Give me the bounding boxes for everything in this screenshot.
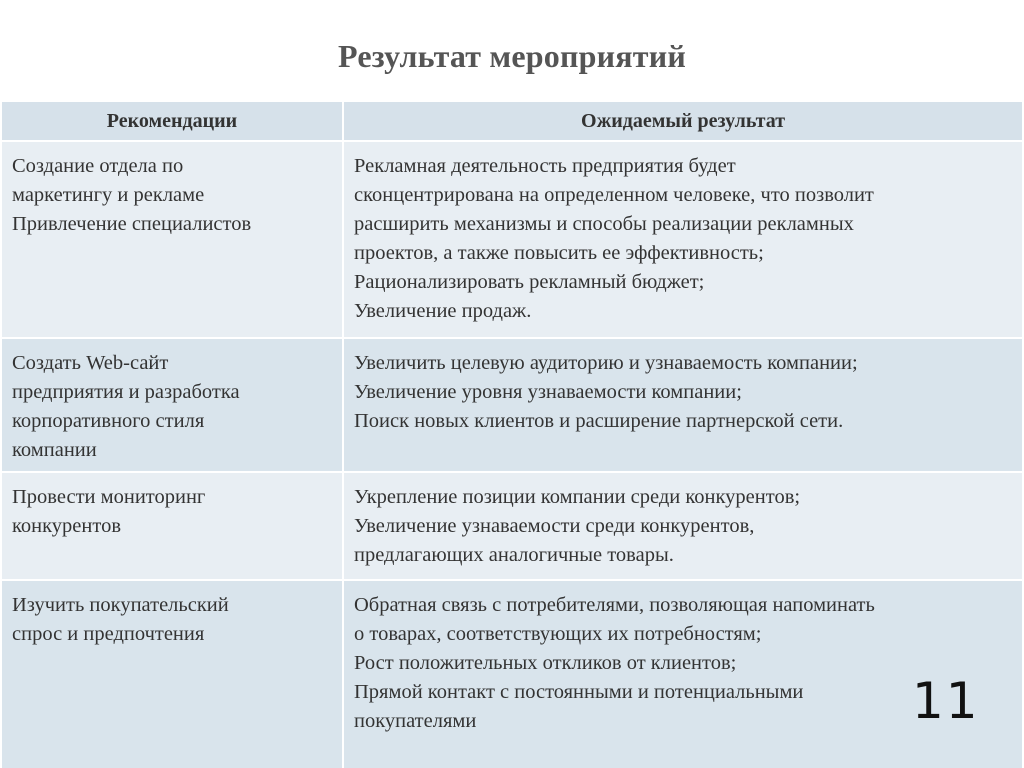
cell-line: Создать Web-сайт (12, 352, 169, 374)
cell-line: Увеличение уровня узнаваемости компании; (354, 381, 742, 403)
cell-line: Привлечение специалистов (12, 213, 252, 235)
table-row (2, 581, 1022, 768)
cell-line: Рекламная деятельность предприятия будет (354, 155, 736, 177)
results-table-container (2, 102, 1022, 768)
cell-line: Прямой контакт с постоянными и потенциальными (354, 681, 804, 703)
recommendation-cell (2, 142, 344, 339)
cell-line: Поиск новых клиентов и расширение партнерской сети. (354, 410, 844, 432)
results-table (2, 102, 1022, 768)
cell-line: предлагающих аналогичные товары. (354, 544, 674, 566)
table-row (2, 142, 1022, 339)
header-recommendations: Рекомендации (2, 102, 344, 142)
cell-line: Создание отдела по (12, 155, 184, 177)
cell-line: маркетингу и рекламе (12, 184, 205, 206)
slide-title: Результат мероприятий (338, 38, 686, 74)
recommendation-cell (2, 473, 344, 581)
page-number: 11 (912, 672, 980, 730)
table-row (2, 339, 1022, 473)
cell-line: конкурентов (12, 515, 121, 537)
cell-line: сконцентрирована на определенном человеке, что позволит (354, 184, 874, 206)
cell-line: Увеличение продаж. (354, 300, 532, 322)
cell-line: покупателями (354, 710, 477, 732)
result-cell (344, 473, 1022, 581)
result-cell (344, 142, 1022, 339)
table-row (2, 473, 1022, 581)
cell-line: расширить механизмы и способы реализации рекламных (354, 213, 854, 235)
cell-line: Укрепление позиции компании среди конкурентов; (354, 486, 801, 508)
cell-line: Изучить покупательский (12, 594, 229, 616)
table-header-row (2, 102, 1022, 142)
cell-line: корпоративного стиля (12, 410, 205, 432)
cell-line: спрос и предпочтения (12, 623, 205, 645)
cell-line: о товарах, соответствующих их потребностям; (354, 623, 762, 645)
cell-line: Обратная связь с потребителями, позволяющая напоминать (354, 594, 875, 616)
recommendation-cell (2, 581, 344, 768)
cell-line: Увеличить целевую аудиторию и узнаваемость компании; (354, 352, 858, 374)
recommendation-cell (2, 339, 344, 473)
cell-line: компании (12, 439, 97, 461)
header-expected-result: Ожидаемый результат (344, 102, 1022, 142)
cell-line: Рационализировать рекламный бюджет; (354, 271, 705, 293)
result-cell (344, 339, 1022, 473)
cell-line: проектов, а также повысить ее эффективность; (354, 242, 764, 264)
cell-line: предприятия и разработка (12, 381, 240, 403)
cell-line: Увеличение узнаваемости среди конкурентов, (354, 515, 755, 537)
cell-line: Рост положительных откликов от клиентов; (354, 652, 737, 674)
cell-line: Провести мониторинг (12, 486, 206, 508)
